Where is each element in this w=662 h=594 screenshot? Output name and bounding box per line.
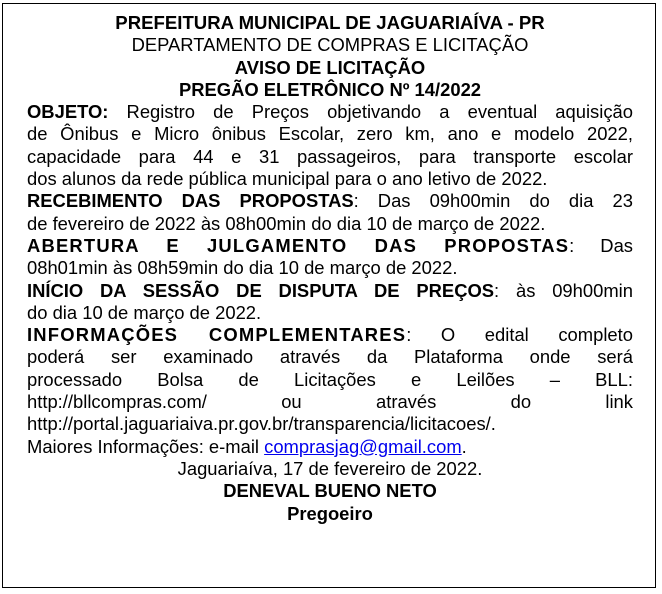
inicio-section	[27, 280, 633, 325]
email-link[interactable]: comprasjag@gmail.com	[264, 435, 462, 457]
informacoes-text-1: : O edital completo	[406, 324, 633, 346]
bll-url[interactable]: http://bllcompras.com/	[27, 391, 207, 413]
recebimento-text-1: : Das 09h00min do dia 23	[353, 190, 633, 212]
abertura-text-1: : Das	[569, 234, 633, 256]
abertura-section	[27, 235, 633, 280]
recebimento-line-1	[27, 190, 633, 212]
recebimento-line-2: de fevereiro de 2022 às 08h00min do dia 10 de março de 2022.	[27, 212, 546, 234]
word-link: link	[605, 391, 633, 413]
informacoes-label: INFORMAÇÕES COMPLEMENTARES	[27, 324, 407, 346]
inicio-line-2: do dia 10 de março de 2022.	[27, 301, 262, 323]
footer-role: Pregoeiro	[287, 502, 373, 524]
word-ou: ou	[281, 391, 302, 413]
informacoes-line-2: poderá ser examinado através da Plataforma onde será	[27, 346, 633, 368]
licitacao-notice	[2, 3, 656, 588]
objeto-line-1	[27, 101, 633, 123]
objeto-line-3: capacidade para 44 e 31 passageiros, para transporte escolar	[27, 145, 633, 167]
recebimento-section	[27, 190, 633, 235]
informacoes-line-3: processado Bolsa de Licitações e Leilões – BLL:	[27, 368, 633, 390]
word-do: do	[510, 391, 532, 413]
maiores-suffix: .	[461, 435, 467, 457]
header-departamento: DEPARTAMENTO DE COMPRAS E LICITAÇÃO	[131, 34, 529, 56]
abertura-label: ABERTURA E JULGAMENTO DAS PROPOSTAS	[27, 234, 570, 256]
recebimento-label: RECEBIMENTO DAS PROPOSTAS	[27, 190, 354, 212]
maiores-informacoes	[27, 436, 633, 458]
word-atraves: através	[375, 391, 437, 413]
informacoes-line-4	[27, 391, 633, 413]
portal-url[interactable]: http://portal.jaguariaiva.pr.gov.br/transparencia/licitacoes/.	[27, 413, 496, 435]
header-aviso: AVISO DE LICITAÇÃO	[234, 56, 426, 78]
header-prefeitura: PREFEITURA MUNICIPAL DE JAGUARIAÍVA - PR	[115, 12, 545, 33]
informacoes-section	[27, 324, 633, 435]
objeto-label: OBJETO:	[27, 101, 109, 123]
objeto-line-2: de Ônibus e Micro ônibus Escolar, zero km, ano e modelo 2022,	[27, 123, 633, 145]
abertura-line-2: 08h01min às 08h59min do dia 10 de março de 2022.	[27, 257, 458, 279]
footer-name: DENEVAL BUENO NETO	[223, 480, 437, 502]
abertura-line-1	[27, 235, 633, 257]
informacoes-line-1	[27, 324, 633, 346]
objeto-section	[27, 101, 633, 190]
objeto-line-4: dos alunos da rede pública municipal para o ano letivo de 2022.	[27, 168, 548, 190]
objeto-text-1: Registro de Preços objetivando a eventual aquisição	[126, 101, 633, 123]
inicio-line-1	[27, 280, 633, 302]
footer-date: Jaguariaíva, 17 de fevereiro de 2022.	[177, 457, 483, 479]
maiores-prefix: Maiores Informações: e-mail	[27, 435, 265, 457]
header-pregao: PREGÃO ELETRÔNICO Nº 14/2022	[178, 78, 482, 100]
inicio-label: INÍCIO DA SESSÃO DE DISPUTA DE PREÇOS	[27, 279, 495, 301]
inicio-text-1: : às 09h00min	[494, 279, 633, 301]
